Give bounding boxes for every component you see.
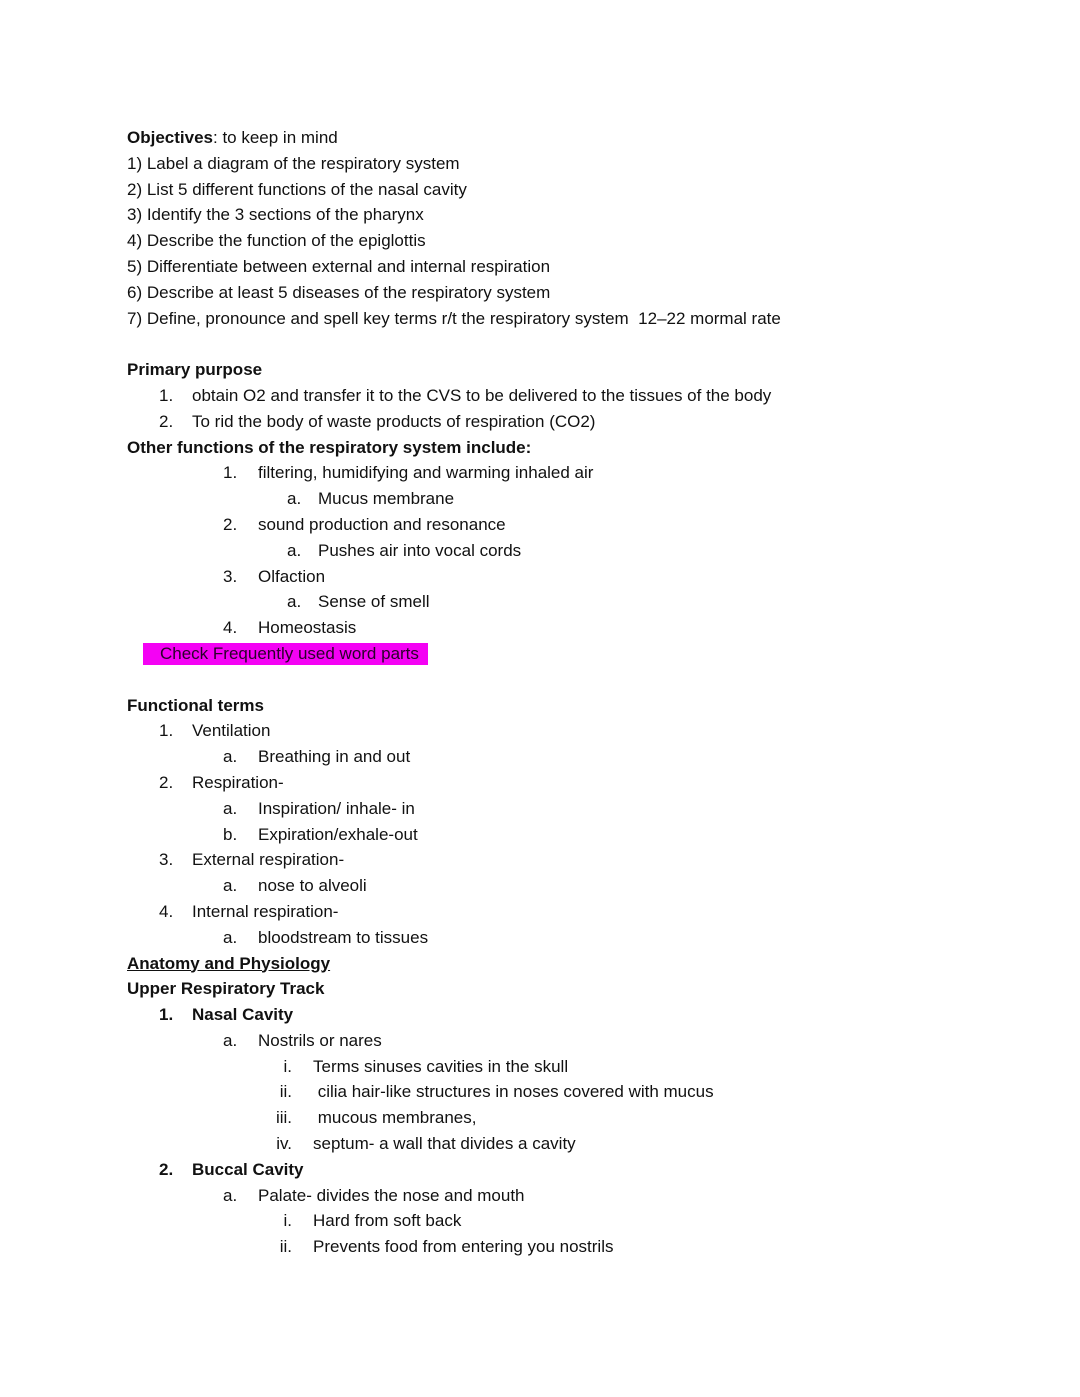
list-marker: a. [287, 540, 302, 560]
list-marker: 3. [159, 850, 174, 870]
list-marker: a. [223, 1185, 238, 1205]
doc-line [127, 744, 1020, 770]
line-text [127, 128, 338, 147]
line-text: Olfaction [258, 566, 326, 586]
line-text: 3) Identify the 3 sections of the pharynx [127, 205, 424, 225]
doc-line [127, 718, 1020, 744]
list-marker: a. [223, 927, 238, 947]
doc-line [127, 1079, 1020, 1105]
doc-line [127, 564, 1020, 590]
doc-line [127, 1131, 1020, 1157]
list-marker: 2. [159, 772, 174, 792]
doc-line [127, 796, 1020, 822]
line-text: 4) Describe the function of the epiglottis [127, 231, 426, 251]
list-marker: a. [223, 876, 238, 896]
doc-line [127, 1054, 1020, 1080]
list-marker: ii. [279, 1237, 292, 1257]
doc-line [127, 693, 1020, 719]
doc-line [127, 435, 1020, 461]
doc-line [127, 1208, 1020, 1234]
doc-line [127, 512, 1020, 538]
list-marker: ii. [279, 1082, 292, 1102]
doc-line [127, 1234, 1020, 1260]
line-text: 7) Define, pronounce and spell key terms r/t the respiratory system 12–22 mormal rate [127, 308, 781, 328]
text-segment: : to keep in mind [213, 128, 338, 147]
doc-line [127, 177, 1020, 203]
line-text: Buccal Cavity [192, 1159, 304, 1179]
highlighted-text: Check Frequently used word parts [143, 643, 428, 665]
list-marker: a. [287, 592, 302, 612]
list-marker: 4. [159, 901, 174, 921]
line-text: 1) Label a diagram of the respiratory system [127, 153, 460, 173]
line-text: Internal respiration- [192, 901, 339, 921]
line-text: Breathing in and out [258, 747, 411, 767]
doc-line [127, 202, 1020, 228]
list-marker: iii. [275, 1108, 292, 1128]
doc-line [127, 589, 1020, 615]
text-segment: Objectives [127, 128, 213, 147]
doc-line [127, 228, 1020, 254]
highlighted-note-line [127, 641, 1020, 667]
line-text: Upper Respiratory Track [127, 979, 325, 999]
doc-line [127, 538, 1020, 564]
blank-line [127, 667, 1020, 693]
line-text: Nasal Cavity [192, 1005, 294, 1025]
doc-line [127, 873, 1020, 899]
line-text: External respiration- [192, 850, 345, 870]
list-marker: iv. [276, 1134, 292, 1154]
list-marker: 1. [159, 385, 174, 405]
line-text: cilia hair-like structures in noses covered with mucus [313, 1082, 714, 1102]
line-text: Primary purpose [127, 360, 263, 380]
list-marker: 3. [223, 566, 238, 586]
line-text: Mucus membrane [318, 489, 455, 509]
list-marker: a. [223, 1030, 238, 1050]
list-marker: i. [283, 1211, 292, 1231]
line-text: 6) Describe at least 5 diseases of the respiratory system [127, 282, 551, 302]
doc-line [127, 460, 1020, 486]
line-text: To rid the body of waste products of respiration (CO2) [192, 411, 596, 431]
list-marker: 1. [159, 721, 174, 741]
doc-line [127, 486, 1020, 512]
line-text: sound production and resonance [258, 514, 506, 534]
line-text: Homeostasis [258, 618, 357, 638]
line-text: 5) Differentiate between external and internal respiration [127, 256, 551, 276]
line-text: Inspiration/ inhale- in [258, 798, 415, 818]
line-text: Sense of smell [318, 592, 430, 612]
doc-line [127, 409, 1020, 435]
doc-line [127, 1002, 1020, 1028]
line-text: Terms sinuses cavities in the skull [313, 1056, 569, 1076]
list-marker: 2. [159, 411, 174, 431]
line-text: Prevents food from entering you nostrils [313, 1237, 614, 1257]
line-text: bloodstream to tissues [258, 927, 429, 947]
line-text: Anatomy and Physiology [127, 953, 331, 973]
doc-line [127, 770, 1020, 796]
line-text: Other functions of the respiratory system include: [127, 437, 532, 457]
list-marker: a. [223, 747, 238, 767]
line-text: Pushes air into vocal cords [318, 540, 522, 560]
doc-line [127, 1157, 1020, 1183]
line-text: septum- a wall that divides a cavity [313, 1134, 576, 1154]
line-text: nose to alveoli [258, 876, 367, 896]
list-marker: 2. [223, 514, 238, 534]
doc-line [127, 847, 1020, 873]
line-text: Hard from soft back [313, 1211, 462, 1231]
line-text: mucous membranes, [313, 1108, 477, 1128]
document-body [127, 125, 1020, 1260]
line-text: Nostrils or nares [258, 1030, 382, 1050]
doc-line [127, 951, 1020, 977]
doc-line [127, 357, 1020, 383]
doc-line [127, 306, 1020, 332]
doc-line [127, 822, 1020, 848]
list-marker: a. [287, 489, 302, 509]
line-text: Expiration/exhale-out [258, 824, 418, 844]
doc-line [127, 383, 1020, 409]
line-text: obtain O2 and transfer it to the CVS to be delivered to the tissues of the body [192, 385, 772, 405]
list-marker: 2. [159, 1159, 174, 1179]
doc-line [127, 615, 1020, 641]
doc-line [127, 1183, 1020, 1209]
doc-line [127, 254, 1020, 280]
doc-line [127, 280, 1020, 306]
line-text: Functional terms [127, 695, 264, 715]
line-text: filtering, humidifying and warming inhaled air [258, 463, 594, 483]
doc-line [127, 125, 1020, 151]
list-marker: b. [223, 824, 238, 844]
line-text: Ventilation [192, 721, 271, 741]
line-text: Respiration- [192, 772, 284, 792]
doc-line [127, 976, 1020, 1002]
list-marker: 1. [223, 463, 238, 483]
line-text: 2) List 5 different functions of the nasal cavity [127, 179, 467, 199]
list-marker: a. [223, 798, 238, 818]
list-marker: i. [283, 1056, 292, 1076]
line-text: Palate- divides the nose and mouth [258, 1185, 525, 1205]
doc-line [127, 1105, 1020, 1131]
doc-line [127, 899, 1020, 925]
doc-line [127, 925, 1020, 951]
list-marker: 1. [159, 1005, 174, 1025]
blank-line [127, 331, 1020, 357]
doc-line [127, 1028, 1020, 1054]
list-marker: 4. [223, 618, 238, 638]
doc-line [127, 151, 1020, 177]
